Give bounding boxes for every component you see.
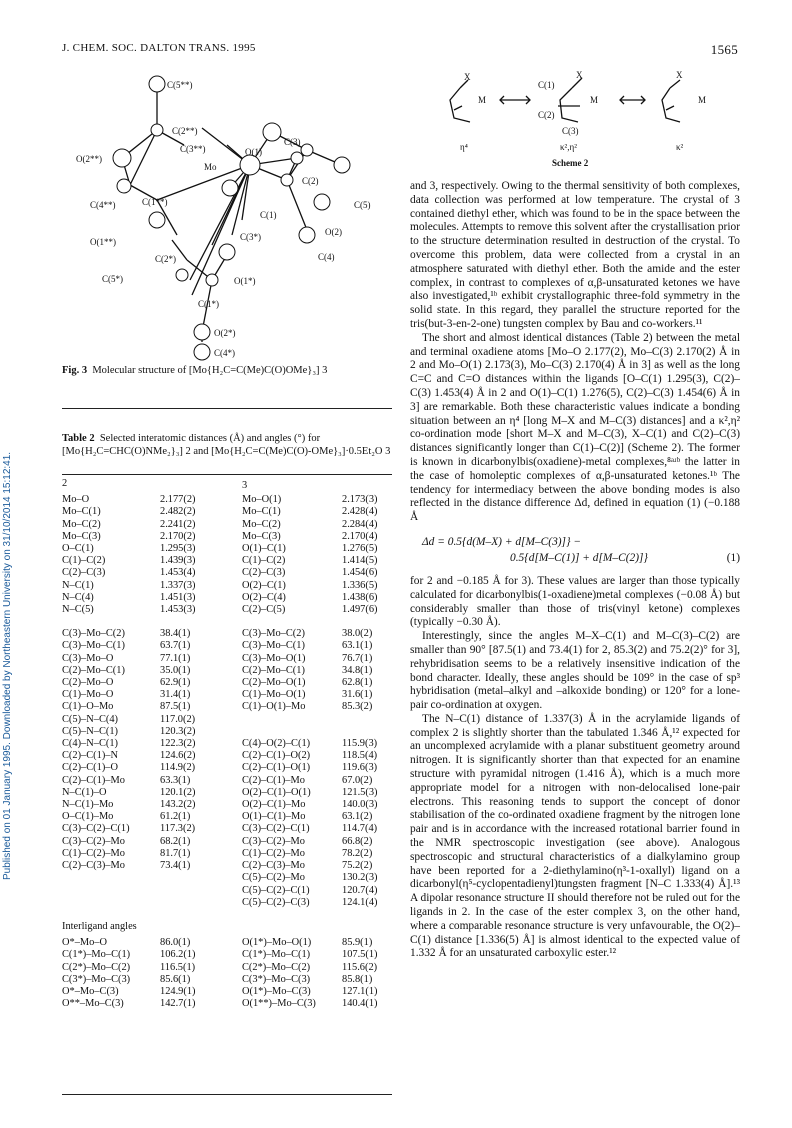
table-row: [62, 836, 392, 848]
atom-label: C(3*): [240, 232, 261, 242]
table-cell: [160, 897, 242, 909]
table-cell: C(2)–C(1)–Mo: [62, 774, 125, 786]
table-cell: 63.7(1): [160, 640, 191, 652]
table-row: [62, 519, 392, 531]
table-header-rule: [62, 474, 392, 475]
table-cell: 87.5(1): [160, 701, 191, 713]
table-cell: 38.4(1): [160, 628, 191, 640]
table-row: [62, 799, 392, 811]
table-cell: 120.1(2): [160, 786, 196, 798]
atom-label: O(2**): [76, 154, 102, 164]
table-cell: C(1)–Mo–O: [62, 689, 114, 701]
table-cell: O*–Mo–C(3): [62, 985, 119, 997]
table-cell: C(5)–C(2)–C(3): [242, 896, 310, 908]
table-cell: 1.453(3): [160, 604, 196, 616]
table-row: [62, 726, 392, 738]
atom-label: C(3**): [180, 144, 206, 154]
table-cell: 85.8(1): [342, 973, 373, 985]
scheme-label: X: [676, 70, 683, 80]
scheme-label: X: [464, 72, 471, 82]
paragraph-1: and 3, respectively. Owing to the thermal sensitivity of both complexes, data collection was performed at low temperature. The crystal of 3 contained diethyl ether, which was found to be in the space between the molecules. Attempts to remove this solvent after the crystallisation prior to the structure determination resulted in destruction of the crystal. To overcome this problem, data were collected from a crystal in an atmosphere saturated with diethyl ether. Both the amide and the ester complex, in contrast to complexes of α,β-unsaturated ketones we have also investigated,¹ᵇ exhibit crystallographic three-fold symmetry in the solid state. In this regard, they parallel the structure reported for the tris(but-3-en-2-one) tungsten complex by Bau and co-workers.¹¹: [410, 180, 740, 330]
table-cell: [242, 726, 342, 738]
table-cell: [62, 885, 160, 897]
table-cell: O(2)–C(1)–Mo: [242, 799, 306, 811]
table-cell: C(2)–C(1)–N: [62, 750, 118, 762]
table-cell: Mo–C(3): [62, 530, 101, 542]
table-cell: C(1)–C(2): [242, 555, 286, 567]
table-cell: 124.9(1): [160, 985, 196, 997]
table-row: [62, 543, 392, 555]
table-cell: 120.7(4): [342, 884, 378, 896]
atom-label: Mo: [204, 162, 217, 172]
table-cell: 1.451(3): [160, 591, 196, 603]
table-cell: C(4)–O(2)–C(1): [242, 738, 311, 750]
table-cell: C(1)–C(2)–Mo: [242, 847, 305, 859]
table-cell: C(2)–C(5): [242, 604, 286, 616]
table-row: [62, 897, 392, 909]
table-cell: 107.5(1): [342, 949, 378, 961]
table-cell: 1.453(4): [160, 567, 196, 579]
table-cell: C(5)–C(2)–Mo: [242, 872, 305, 884]
table-row: [62, 616, 392, 640]
scheme-label: C(2): [538, 110, 555, 120]
column-header: 3: [242, 480, 248, 491]
scheme-label: M: [698, 95, 707, 105]
interligand-title: Interligand angles: [62, 920, 137, 932]
scheme-label: η⁴: [460, 142, 468, 152]
table-cell: 120.3(2): [160, 725, 196, 737]
table-cell: C(2)–C(1)–Mo: [242, 774, 305, 786]
table-cell: 78.2(2): [342, 847, 373, 859]
table-cell: 81.7(1): [160, 847, 191, 859]
table-cell: C(3)–C(2)–C(1): [62, 823, 130, 835]
table-cell: 85.9(1): [342, 937, 373, 949]
table-cell: C(1)–O–Mo: [62, 701, 114, 713]
table-cell: C(1)–C(2): [62, 555, 106, 567]
table-cell: O(1)–C(1): [242, 543, 286, 555]
table-cell: [62, 872, 160, 884]
equation-line-2: 0.5{d[M–C(1)] + d[M–C(2)]}: [510, 551, 648, 564]
atom-label: C(1): [260, 210, 277, 220]
table-row: [62, 531, 392, 543]
download-notice-text: Published on 01 January 1995. Downloaded by Northeastern University on 31/10/2014 15:12:41.: [2, 451, 13, 880]
table-cell: O(1*)–Mo–C(3): [242, 985, 311, 997]
table-cell: O(1)–C(1)–Mo: [242, 811, 306, 823]
table-cell: 85.3(2): [342, 701, 373, 713]
table-cell: [342, 726, 392, 738]
table-cell: C(3)–Mo–C(2): [62, 628, 125, 640]
paragraph-4: Interestingly, since the angles M–X–C(1) and M–C(3)–C(2) are smaller than 90° [87.5(1) and 73.4(1) for 2, 85.3(2) and 75.2(2)° for 3], rehybridisation seems to be a relatively insensitive indication of the bond character. Ideally, these angles should be 109° in the case of sp³ hybridisation (metal–alkyl and –alkoxide bonding) or 120° for a lone-pair co-ordination at oxygen.: [410, 630, 740, 712]
page-number: 1565: [710, 42, 738, 57]
table-cell: C(2)–C(1)–O(1): [242, 762, 311, 774]
table-cell: N–C(5): [62, 604, 94, 616]
atom-label: C(2*): [155, 254, 176, 264]
table-top-rule: [62, 408, 392, 409]
table-cell: C(2)–Mo–C(1): [242, 664, 305, 676]
paragraph-5: The N–C(1) distance of 1.337(3) Å in the acrylamide ligands of complex 2 is slightly shorter than the tabulated 1.346 Å,¹² expected for an uncomplexed acrylamide with a planar substituent geometry around nitrogen. It is significantly shorter than that expected for an enamine structure with pyramidal nitrogen (1.416 Å), which is a much more appropriate model for a nitrogen with non-delocalised lone-pair electrons. This reasoning tends to support the concept of donor stabilisation of the co-ordinated oxadiene fragment by the nitrogen lone pair and is in accordance with the increased rotational barrier found in the NMR spectroscopic investigation (see above). Analogous spectroscopic and structural characteristics of a dialkylamino group have been reported for a 2-diethylamino(η³-1-oxallyl) ligand on a dicarbonyl(η⁵-cyclopentadienyl)tungsten fragment [N–C 1.333(4) Å].¹³ A dipolar resonance structure II should therefore not be ruled out for the ligands in 2. In the case of the ester complex 3, on the other hand, where a comparable resonance structure is very unfavourable, the O(2)–C(1) distance [1.336(5) Å] is almost identical to the expected value of 1.332 Å for an unsaturated carboxylic ester.¹²: [410, 712, 740, 960]
table-row: [62, 937, 392, 949]
table-cell: 2.284(4): [342, 518, 378, 530]
table-cell: C(2)–C(1)–O(2): [242, 750, 311, 762]
scheme-label: M: [478, 95, 487, 105]
table-row: [62, 555, 392, 567]
table-row: [62, 604, 392, 616]
table-cell: C(5)–C(2)–C(1): [242, 884, 310, 896]
table-row: [62, 567, 392, 579]
scheme-label: M: [590, 95, 599, 105]
atom-label: C(1*): [198, 299, 219, 309]
column-header: 2: [62, 478, 68, 489]
scheme-label: κ²: [676, 142, 684, 152]
table-cell: 124.1(4): [342, 896, 378, 908]
table-cell: 62.8(1): [342, 677, 373, 689]
table-cell: 140.4(1): [342, 998, 378, 1010]
atom-label: C(5): [354, 200, 371, 210]
table-row: [62, 677, 392, 689]
table-row: [62, 701, 392, 713]
table-cell: 85.6(1): [160, 973, 191, 985]
table-cell: 115.9(3): [342, 738, 378, 750]
paragraph-2: The short and almost identical distances (Table 2) between the metal and terminal oxadiene atoms [Mo–O 2.177(2), Mo–C(3) 2.170(2) Å in 2 and Mo–O(1) 2.173(3), Mo–C(3) 2.170(4) Å in 3] as well as the long C=C and C=O distances within the ligands [O–C(1) 1.295(3), C(2)–C(3) 1.453(4) Å in 2 and O(1)–C(1) 1.276(5), C(2)–C(3) 1.454(6) Å in 3] are remarkable. Both these characteristic values indicate a bonding situation between an η⁴ [long M–X and M–C(3) distances] and a κ²,η² co-ordination mode [short M–X and M–C(3), X–C(1) and C(2)–C(3) distances significantly longer than C(1)–C(2)] (Scheme 2). The former is known in dicarbonylbis(oxadiene)-metal complexes,⁸ᵃʴᵇ the latter in the case of homoleptic complexes of α,β-unsaturated ketones.¹ᵇ The tendency for intermediacy between the above bonding modes is also reflected in the distance difference Δd, defined in equation (1) (−0.188 Å: [410, 331, 740, 524]
table-cell: 116.5(1): [160, 961, 196, 973]
table-cell: 2.173(3): [342, 494, 378, 506]
table-cell: C(2*)–Mo–C(2): [242, 961, 311, 973]
table-cell: 119.6(3): [342, 762, 378, 774]
scheme-2: [440, 70, 740, 170]
table-cell: Mo–C(2): [242, 518, 281, 530]
table-row: [62, 592, 392, 604]
table-cell: 2.177(2): [160, 494, 196, 506]
table-cell: C(2)–Mo–O: [62, 677, 114, 689]
table-cell: O–C(1): [62, 543, 94, 555]
scheme-label: C(1): [538, 80, 555, 90]
table-row: [62, 665, 392, 677]
table-row: [62, 775, 392, 787]
table-cell: 63.1(2): [342, 811, 373, 823]
atom-label: C(4): [318, 252, 335, 262]
table-cell: O(1**)–Mo–C(3): [242, 998, 316, 1010]
table-cell: C(2)–Mo–C(1): [62, 664, 125, 676]
table-cell: Mo–C(1): [242, 506, 281, 518]
table-cell: 66.8(2): [342, 835, 373, 847]
table-cell: [242, 714, 342, 726]
table-row: [62, 823, 392, 835]
table-2-grid: [62, 478, 392, 1010]
equation-number: (1): [726, 551, 740, 564]
table-2-caption: [62, 432, 392, 458]
equation-1: [422, 534, 740, 566]
table-row: [62, 653, 392, 665]
table-cell: C(3*)–Mo–C(3): [242, 973, 311, 985]
table-cell: 2.241(2): [160, 518, 196, 530]
table-cell: O(2)–C(1): [242, 579, 286, 591]
atom-label: C(4*): [214, 348, 235, 358]
table-cell: C(3)–C(2)–C(1): [242, 823, 310, 835]
download-notice: [2, 230, 16, 880]
table-row: [62, 714, 392, 726]
table-row: [62, 998, 392, 1010]
table-bottom-rule: [62, 1094, 392, 1095]
table-cell: Mo–C(3): [242, 530, 281, 542]
table-cell: 142.7(1): [160, 998, 196, 1010]
table-cell: 114.7(4): [342, 823, 378, 835]
table-2-caption-label: Table 2: [62, 433, 95, 444]
table-cell: N–C(1)–O: [62, 786, 107, 798]
table-cell: 1.295(3): [160, 543, 196, 555]
table-row: [62, 738, 392, 750]
table-cell: 115.6(2): [342, 961, 378, 973]
atom-label: C(4**): [90, 200, 116, 210]
atom-label: O(2*): [214, 328, 236, 338]
table-row: [62, 750, 392, 762]
table-cell: [62, 897, 160, 909]
table-cell: N–C(1)–Mo: [62, 799, 114, 811]
table-cell: 106.2(1): [160, 949, 196, 961]
table-cell: 61.2(1): [160, 811, 191, 823]
table-cell: 130.2(3): [342, 872, 378, 884]
table-row: [62, 974, 392, 986]
scheme-2-label: Scheme 2: [552, 158, 589, 168]
table-cell: C(1)–C(2)–Mo: [62, 847, 125, 859]
table-cell: O*–Mo–O: [62, 937, 108, 949]
figure-3-caption: [62, 364, 392, 377]
table-row: [62, 986, 392, 998]
table-cell: C(1*)–Mo–C(1): [242, 949, 311, 961]
figure-3-caption-label: Fig. 3: [62, 365, 88, 376]
table-row: [62, 848, 392, 860]
table-cell: 124.6(2): [160, 750, 196, 762]
table-cell: 73.4(1): [160, 860, 191, 872]
table-cell: 35.0(1): [160, 664, 191, 676]
table-header-row: [62, 478, 392, 494]
table-row: [62, 506, 392, 518]
table-row: [62, 689, 392, 701]
table-cell: Mo–O(1): [242, 494, 282, 506]
table-cell: C(2)–C(1)–O: [62, 762, 118, 774]
table-cell: 2.170(2): [160, 530, 196, 542]
table-cell: [160, 872, 242, 884]
table-2-caption-text: Selected interatomic distances (Å) and angles (°) for [Mo{H₂C=CHC(O)NMe₂}₃] 2 and [Mo{H₂C=C(Me)C(O)-OMe}₃]·0.5Et₂O 3: [62, 433, 391, 457]
table-cell: 1.439(3): [160, 555, 196, 567]
atom-label: C(5**): [167, 80, 193, 90]
table-cell: 67.0(2): [342, 774, 373, 786]
table-cell: O(2)–C(1)–O(1): [242, 786, 311, 798]
table-cell: O(2)–C(4): [242, 591, 286, 603]
table-cell: 1.454(6): [342, 567, 378, 579]
atom-label: C(5*): [102, 274, 123, 284]
table-cell: C(3)–Mo–O(1): [242, 652, 306, 664]
table-cell: 1.497(6): [342, 604, 378, 616]
table-cell: C(3)–C(2)–Mo: [62, 835, 125, 847]
table-row: [62, 872, 392, 884]
table-cell: C(4)–N–C(1): [62, 738, 118, 750]
table-cell: Mo–C(1): [62, 506, 101, 518]
atom-label: O(1): [245, 147, 262, 157]
table-cell: 140.0(3): [342, 799, 378, 811]
table-cell: 63.3(1): [160, 774, 191, 786]
table-cell: 121.5(3): [342, 786, 378, 798]
table-cell: [160, 885, 242, 897]
atom-label: C(1**): [142, 197, 168, 207]
scheme-label: κ²,η²: [560, 142, 577, 152]
table-cell: 31.6(1): [342, 689, 373, 701]
table-cell: C(3)–Mo–O: [62, 652, 114, 664]
table-cell: C(1)–Mo–O(1): [242, 689, 306, 701]
table-cell: 38.0(2): [342, 628, 373, 640]
figure-3-caption-text: Molecular structure of [Mo{H₂C=C(Me)C(O)OMe}₃] 3: [92, 365, 328, 376]
table-cell: 118.5(4): [342, 750, 378, 762]
scheme-label: X: [576, 70, 583, 80]
table-cell: 117.0(2): [160, 713, 196, 725]
interligand-title-row: [62, 909, 392, 937]
table-cell: C(3)–Mo–C(1): [62, 640, 125, 652]
table-cell: C(1*)–Mo–C(1): [62, 949, 131, 961]
table-cell: C(3)–C(2)–Mo: [242, 835, 305, 847]
table-cell: O(1*)–Mo–O(1): [242, 937, 312, 949]
table-cell: Mo–C(2): [62, 518, 101, 530]
table-cell: [342, 714, 392, 726]
table-row: [62, 949, 392, 961]
table-cell: 86.0(1): [160, 937, 191, 949]
table-cell: N–C(1): [62, 579, 94, 591]
table-cell: C(2)–C(3)–Mo: [242, 860, 305, 872]
table-cell: Mo–O: [62, 494, 90, 506]
table-cell: C(3)–Mo–C(2): [242, 628, 305, 640]
table-cell: 117.3(2): [160, 823, 196, 835]
table-cell: C(5)–N–C(1): [62, 725, 118, 737]
table-cell: C(2)–Mo–O(1): [242, 677, 306, 689]
table-cell: C(3*)–Mo–C(3): [62, 973, 131, 985]
table-cell: C(2*)–Mo–C(2): [62, 961, 131, 973]
table-cell: C(3)–Mo–C(1): [242, 640, 305, 652]
atom-label: C(2): [302, 176, 319, 186]
atom-label: C(3): [284, 137, 301, 147]
table-cell: C(2)–C(3): [62, 567, 106, 579]
figure-3-structure: [62, 70, 392, 365]
table-cell: 2.482(2): [160, 506, 196, 518]
table-cell: 1.337(3): [160, 579, 196, 591]
table-cell: 31.4(1): [160, 689, 191, 701]
table-cell: 77.1(1): [160, 652, 191, 664]
table-row: [62, 494, 392, 506]
atom-label: C(2**): [172, 126, 198, 136]
table-row: [62, 860, 392, 872]
table-row: [62, 640, 392, 652]
atom-label: O(1**): [90, 237, 116, 247]
table-cell: 76.7(1): [342, 652, 373, 664]
body-text: [410, 180, 740, 961]
running-header: J. CHEM. SOC. DALTON TRANS. 1995: [62, 42, 256, 54]
table-cell: C(5)–N–C(4): [62, 713, 118, 725]
paragraph-3: for 2 and −0.185 Å for 3). These values are larger than those typically calculated for dicarbonylbis(1-oxadiene)metal complexes (−0.08 Å) but considerably smaller than those of tris(vinyl ketone) complexes (typically −0.30 Å).: [410, 574, 740, 629]
atom-label: O(2): [325, 227, 342, 237]
table-cell: 68.2(1): [160, 835, 191, 847]
table-cell: 122.3(2): [160, 738, 196, 750]
table-cell: 1.438(6): [342, 591, 378, 603]
table-cell: C(1)–O(1)–Mo: [242, 701, 306, 713]
table-cell: C(2)–C(3): [242, 567, 286, 579]
table-row: [62, 762, 392, 774]
table-cell: 62.9(1): [160, 677, 191, 689]
table-cell: O–C(1)–Mo: [62, 811, 114, 823]
table-cell: 143.2(2): [160, 799, 196, 811]
table-cell: 1.276(5): [342, 543, 378, 555]
table-cell: O**–Mo–C(3): [62, 998, 124, 1010]
scheme-label: C(3): [562, 126, 579, 136]
equation-line-1: Δd = 0.5{d(M–X) + d[M–C(3)]} −: [422, 535, 582, 548]
table-cell: N–C(4): [62, 591, 94, 603]
table-row: [62, 811, 392, 823]
table-2: [62, 478, 392, 1010]
table-cell: 34.8(1): [342, 664, 373, 676]
table-cell: 75.2(2): [342, 860, 373, 872]
table-row: [62, 787, 392, 799]
table-row: [62, 962, 392, 974]
table-cell: 114.9(2): [160, 762, 196, 774]
table-cell: C(2)–C(3)–Mo: [62, 860, 125, 872]
table-cell: 2.428(4): [342, 506, 378, 518]
table-cell: 1.414(5): [342, 555, 378, 567]
atom-label: O(1*): [234, 276, 256, 286]
table-cell: 1.336(5): [342, 579, 378, 591]
table-cell: 2.170(4): [342, 530, 378, 542]
table-row: [62, 885, 392, 897]
table-row: [62, 580, 392, 592]
table-cell: 63.1(1): [342, 640, 373, 652]
table-cell: 127.1(1): [342, 985, 378, 997]
